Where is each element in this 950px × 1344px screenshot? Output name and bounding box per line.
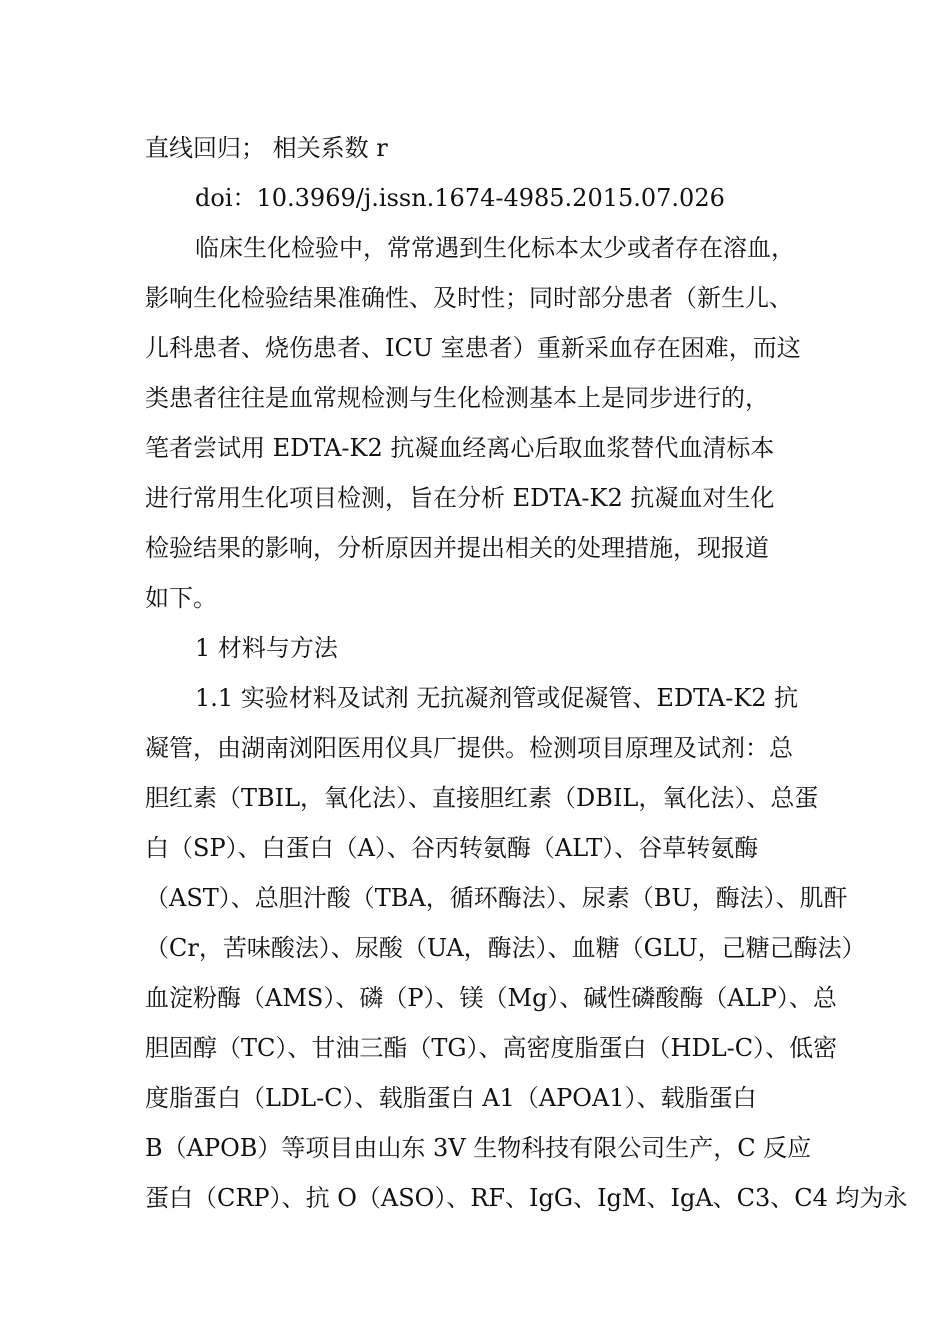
text-line: 度脂蛋白（LDL-C）、载脂蛋白 A1（APOA1）、载脂蛋白 <box>145 1084 757 1112</box>
text-line: 检验结果的影响，分析原因并提出相关的处理措施，现报道 <box>145 534 769 562</box>
text-line: 笔者尝试用 EDTA-K2 抗凝血经离心后取血浆替代血清标本 <box>145 434 775 462</box>
text-line: B（APOB）等项目由山东 3V 生物科技有限公司生产，C 反应 <box>145 1134 812 1162</box>
text-line: 胆固醇（TC）、甘油三酯（TG）、高密度脂蛋白（HDL-C）、低密 <box>145 1034 838 1062</box>
text-line: 影响生化检验结果准确性、及时性；同时部分患者（新生儿、 <box>145 284 793 312</box>
text-line: 临床生化检验中，常常遇到生化标本太少或者存在溶血， <box>195 234 795 262</box>
text-line: 类患者往往是血常规检测与生化检测基本上是同步进行的， <box>145 384 769 412</box>
text-line: 进行常用生化项目检测，旨在分析 EDTA-K2 抗凝血对生化 <box>145 484 775 512</box>
section-heading: 1 材料与方法 <box>195 634 338 662</box>
text-line: 凝管，由湖南浏阳医用仪具厂提供。检测项目原理及试剂：总 <box>145 734 793 762</box>
doi-line: doi：10.3969/j.issn.1674-4985.2015.07.026 <box>195 184 725 212</box>
text-line: （AST）、总胆汁酸（TBA，循环酶法）、尿素（BU，酶法）、肌酐 <box>145 884 848 912</box>
subsection-line: 1.1 实验材料及试剂 无抗凝剂管或促凝管、EDTA-K2 抗 <box>195 684 799 712</box>
text-line: 蛋白（CRP）、抗 O（ASO）、RF、IgG、IgM、IgA、C3、C4 均为永 <box>145 1184 908 1212</box>
text-line: 儿科患者、烧伤患者、ICU 室患者）重新采血存在困难，而这 <box>145 334 801 362</box>
text-line: 白（SP）、白蛋白（A）、谷丙转氨酶（ALT）、谷草转氨酶 <box>145 834 759 862</box>
keywords-line: 直线回归； 相关系数 r <box>145 134 388 162</box>
text-line: （Cr，苦味酸法）、尿酸（UA，酶法）、血糖（GLU，己糖己酶法） <box>145 934 866 962</box>
text-line: 如下。 <box>145 584 217 612</box>
text-line: 血淀粉酶（AMS）、磷（P）、镁（Mg）、碱性磷酸酶（ALP）、总 <box>145 984 837 1012</box>
text-line: 胆红素（TBIL，氧化法）、直接胆红素（DBIL，氧化法）、总蛋 <box>145 784 819 812</box>
